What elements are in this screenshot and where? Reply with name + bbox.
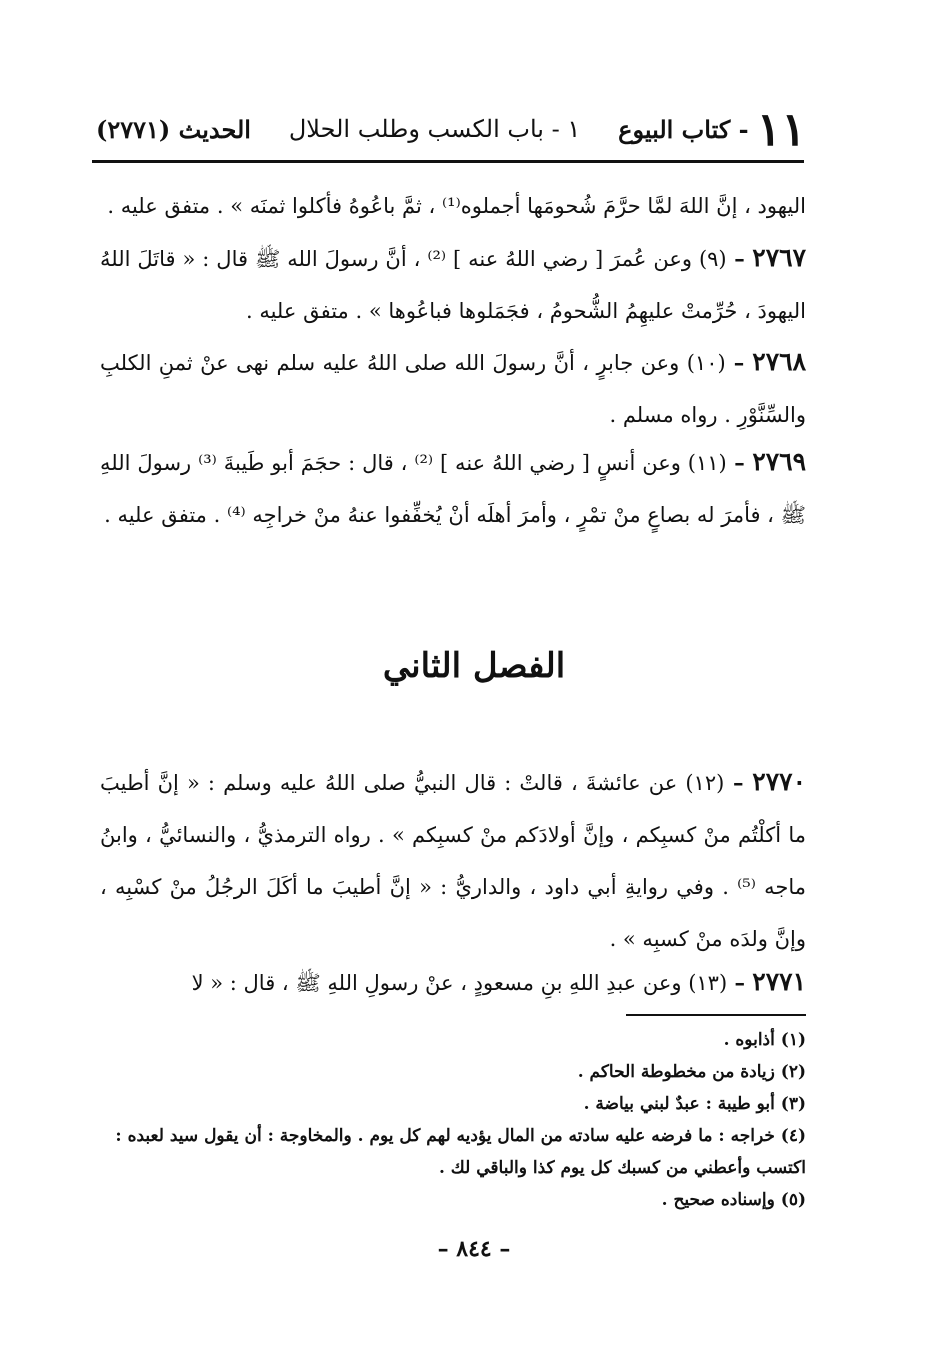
chapter-title: ١ - باب الكسب وطلب الحلال — [288, 115, 581, 143]
hadith-text: (١٠) وعن جابرٍ ، أنَّ رسولَ الله صلى اللهُ عليه سلم نهى عنْ ثمنِ الكلبِ والسِّنَّوْرِ . رواه مسلم . — [100, 351, 806, 427]
footnote-3: (٣) أبو طيبة : عبدٌ لبني بياضة . — [583, 1094, 806, 1114]
hadith-separator: – — [724, 770, 753, 795]
hadith-number: ٢٧٦٩ — [752, 447, 807, 476]
book-number: ١١ — [756, 102, 806, 156]
book-title-group — [618, 102, 806, 156]
hadith-separator: – — [727, 970, 753, 995]
hadith-2771 — [100, 956, 806, 1009]
hadith-2770 — [100, 756, 806, 965]
hadith-text: (١١) وعن أنسٍ [ رضي اللهُ عنه ] ⁽²⁾ ، قال : حجَمَ أبو طَيبةَ ⁽³⁾ رسولَ اللهِ ﷺ ، فأمرَ له بصاعٍ منْ تمْرٍ ، وأمرَ أهلَه أنْ يُخفِّفوا عنهُ منْ خراجِه ⁽⁴⁾ . متفق عليه . — [100, 451, 806, 527]
hadith-2768 — [100, 336, 806, 441]
section-title: الفصل الثاني — [382, 646, 566, 686]
hadith-number: ٢٧٦٧ — [752, 243, 806, 272]
hadith-text: (٩) وعن عُمرَ [ رضي اللهُ عنه ] ⁽²⁾ ، أنَّ رسولَ الله ﷺ قال : « قاتَلَ اللهُ اليهودَ ، حُرِّمتْ عليهِمُ الشُّحومُ ، فجَمَلوها فباعُوها » . متفق عليه . — [100, 247, 806, 323]
book-title: - كتاب البيوع — [618, 114, 749, 144]
paragraph-continuation — [100, 180, 806, 232]
hadith-number: ٢٧٦٨ — [752, 347, 806, 376]
hadith-number: ٢٧٧١ — [752, 967, 806, 996]
hadith-separator: – — [725, 350, 753, 375]
hadith-range: الحديث (٢٧٧١) — [96, 114, 251, 144]
hadith-separator: – — [726, 450, 753, 475]
hadith-separator: – — [726, 246, 753, 271]
footnote-4: (٤) خراجه : ما فرضه عليه سادته من المال يؤديه لهم كل يوم . والمخاوجة : أن يقول سيد لعبده : اكتسب وأعطني من كسبك كل يوم كذا والباقي لك . — [115, 1126, 806, 1178]
hadith-number: ٢٧٧٠ — [752, 767, 807, 796]
footnote-1: (١) أذابوه . — [723, 1030, 806, 1050]
footnote-2: (٢) زيادة من مخطوطة الحاكم . — [577, 1062, 806, 1082]
page-number: – ٨٤٤ – — [437, 1236, 511, 1262]
running-header — [96, 104, 806, 154]
footnote-5: (٥) وإسناده صحيح . — [661, 1190, 806, 1210]
hadith-2767 — [100, 232, 806, 337]
hadith-text: (١٣) وعن عبدِ اللهِ بنِ مسعودٍ ، عنْ رسولِ اللهِ ﷺ ، قال : « لا — [191, 971, 728, 995]
paragraph-text: اليهود ، إنَّ اللهَ لمَّا حرَّمَ شُحومَها أجملوه⁽¹⁾ ، ثمَّ باعُوهُ فأكلوا ثمنَه » . متفق عليه . — [107, 194, 806, 218]
footnotes — [100, 1024, 806, 1216]
hadith-text: (١٢) عن عائشةَ ، قالتْ : قال النبيُّ صلى اللهُ عليه وسلم : « إنَّ أطيبَ ما أكلْتُم منْ كسبِكم ، وإنَّ أولادَكم منْ كسبِكم » . رواه الترمذيُّ ، والنسائيُّ ، وابنُ ماجه ⁽⁵⁾ . وفي روايةِ أبي داود ، والداريُّ : « إنَّ أطيبَ ما أكَلَ الرجُلُ منْ كسْبِه ، وإنَّ ولدَه منْ كسبِه » . — [100, 771, 806, 951]
footnote-rule — [626, 1014, 806, 1016]
header-rule — [92, 160, 804, 163]
hadith-2769 — [100, 436, 806, 541]
